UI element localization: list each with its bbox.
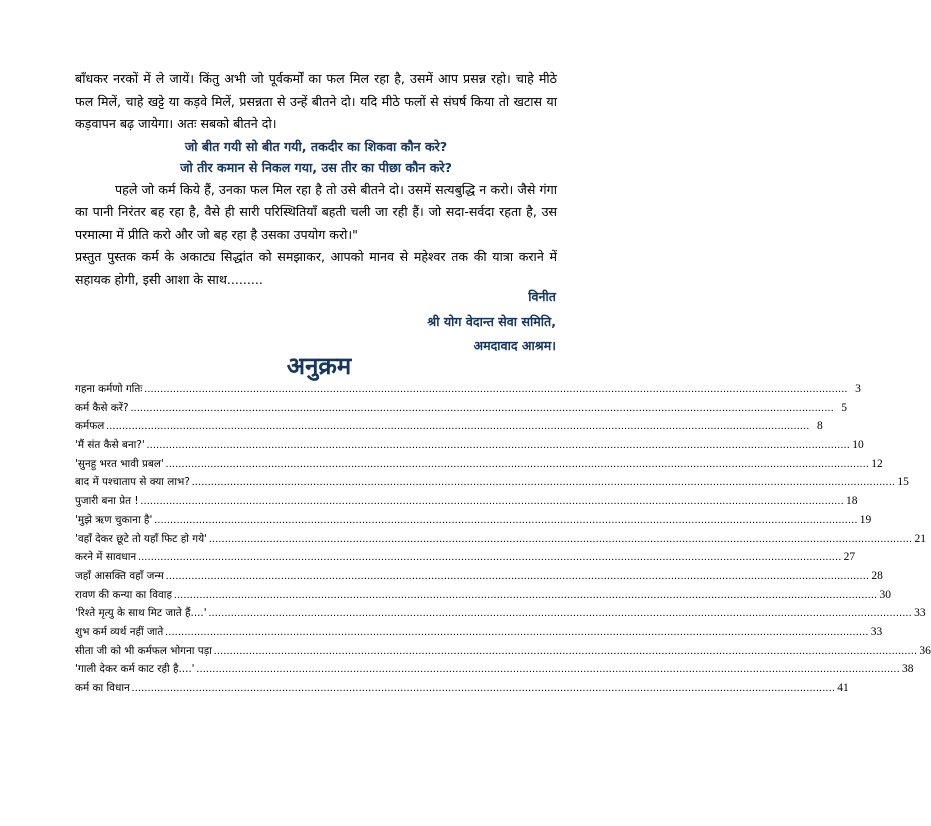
toc-entry[interactable] <box>75 623 883 642</box>
toc-entry[interactable] <box>75 492 858 511</box>
toc-entry-page: 41 <box>837 682 849 694</box>
toc-leader-dots: ............................................................................................................................................................................................................................ <box>165 458 870 470</box>
toc-leader-dots: ............................................................................................................................................................................................................................ <box>140 496 845 508</box>
toc-leader-dots: ............................................................................................................................................................................................................................ <box>165 570 870 582</box>
table-of-contents <box>75 380 931 698</box>
toc-entry-page: 8 <box>816 420 823 433</box>
toc-entry-label: गहना कर्मणो गतिः <box>75 383 143 395</box>
toc-entry-label: कर्म का विधान <box>75 682 130 694</box>
toc-leader-dots: ............................................................................................................................................................................................................................ <box>154 514 858 526</box>
toc-entry[interactable] <box>75 455 883 474</box>
toc-entry-page: 30 <box>879 588 891 601</box>
toc-entry-label: 'मैं संत कैसे बना?' <box>75 439 145 452</box>
toc-entry[interactable] <box>75 417 823 436</box>
body-text <box>75 68 557 291</box>
signature-block <box>427 285 556 359</box>
toc-entry[interactable] <box>75 679 849 698</box>
toc-entry-label: कर्मफल <box>75 420 105 433</box>
toc-leader-dots: ............................................................................................................................................................................................................................ <box>144 384 848 395</box>
toc-entry[interactable] <box>75 473 909 492</box>
toc-entry-label: 'रिश्ते मृत्यु के साथ मिट जाते हैं....' <box>75 607 207 620</box>
toc-entry-page: 27 <box>843 551 856 564</box>
toc-entry-page: 18 <box>846 495 858 508</box>
toc-entry-page: 15 <box>897 476 909 489</box>
toc-leader-dots: ............................................................................................................................................................................................................................ <box>196 664 901 676</box>
toc-entry-page: 12 <box>871 457 883 470</box>
paragraph-3: प्रस्तुत पुस्तक कर्म के अकाट्य सिद्धांत को समझाकर, आपको मानव से महेश्वर तक की यात्रा कराने में सहायक होगी, इसी आशा के साथ......... <box>75 249 557 287</box>
toc-entry-page: 28 <box>871 569 883 582</box>
toc-entry[interactable] <box>75 436 864 455</box>
toc-entry[interactable] <box>75 548 856 567</box>
toc-entry-label: पुजारी बना प्रेत ! <box>75 495 139 508</box>
toc-leader-dots: ............................................................................................................................................................................................................................ <box>208 533 913 545</box>
toc-entry[interactable] <box>75 399 848 418</box>
toc-leader-dots: ............................................................................................................................................................................................................................ <box>130 402 835 414</box>
toc-entry-page: 3 <box>855 383 861 395</box>
toc-entry-page: 33 <box>870 625 883 638</box>
toc-leader-dots: ............................................................................................................................................................................................................................ <box>191 477 896 489</box>
toc-entry-label: 'मुझे ऋण चुकाना है' <box>75 513 153 526</box>
couplet-line-1: जो बीत गयी सो बीत गयी, तकदीर का शिकवा कौन करे? <box>184 138 448 154</box>
toc-leader-dots: ............................................................................................................................................................................................................................ <box>208 608 913 620</box>
toc-entry-label: 'सुनहु भरत भावी प्रबल' <box>75 457 164 470</box>
toc-entry[interactable] <box>75 380 861 399</box>
toc-entry[interactable] <box>75 511 872 530</box>
toc-leader-dots: ............................................................................................................................................................................................................................ <box>131 683 836 694</box>
signature-vinit: विनीत <box>528 289 556 304</box>
toc-entry-page: 38 <box>902 663 914 676</box>
toc-leader-dots: ............................................................................................................................................................................................................................ <box>106 421 810 433</box>
signature-ashram: अमदावाद आश्रम। <box>473 338 556 353</box>
toc-entry-label: बाद में पश्चाताप से क्या लाभ? <box>75 476 190 489</box>
toc-entry-page: 10 <box>852 439 864 452</box>
toc-entry-label: रावण की कन्या का विवाह <box>75 588 173 601</box>
toc-title: अनुक्रम <box>286 352 352 380</box>
paragraph-2: पहले जो कर्म किये हैं, उनका फल मिल रहा है तो उसे बीतने दो। उसमें सत्यबुद्धि न करो। जैसे गंगा का पानी निरंतर बह रहा है, वैसे ही सारी परिस्थितियाँ बहती चली जा रही हैं। जो सदा-सर्वदा रहता है, उस परमात्मा में प्रीति करो और जो बह रहा है उसका उपयोग करो।" <box>75 181 557 242</box>
couplet-line-2: जो तीर कमान से निकल गया, उस तीर का पीछा कौन करे? <box>180 160 452 175</box>
toc-entry-label: शुभ कर्म व्यर्थ नहीं जाते <box>75 625 164 638</box>
signature-samiti: श्री योग वेदान्त सेवा समिति, <box>427 313 556 329</box>
toc-entry[interactable] <box>75 604 926 623</box>
toc-leader-dots: ............................................................................................................................................................................................................................ <box>146 440 851 452</box>
toc-leader-dots: ............................................................................................................................................................................................................................ <box>138 552 842 564</box>
toc-entry-page: 21 <box>914 532 926 545</box>
toc-entry-label: करने में सावधान <box>75 551 137 564</box>
toc-entry[interactable] <box>75 660 914 679</box>
toc-entry-label: 'गाली देकर कर्म काट रही है....' <box>75 663 195 676</box>
toc-entry[interactable] <box>75 530 926 549</box>
toc-entry[interactable] <box>75 567 883 586</box>
paragraph-1: बाँधकर नरकों में ले जायें। किंतु अभी जो पूर्वकर्मों का फल मिल रहा है, उसमें आप प्रसन्न रहो। चाहे मीठे फल मिलें, चाहे खट्टे या कड़वे मिलें, प्रसन्नता से उन्हें बीतने दो। यदि मीठे फलों से संघर्ष किया तो खटास या कड़वापन बढ़ जायेगा। अतः सबको बीतने दो। <box>75 71 557 131</box>
toc-entry-page: 5 <box>841 401 848 414</box>
toc-entry-label: कर्म कैसे करें? <box>75 401 129 414</box>
toc-leader-dots: ............................................................................................................................................................................................................................ <box>174 589 878 601</box>
toc-entry[interactable] <box>75 642 931 661</box>
toc-leader-dots: ............................................................................................................................................................................................................................ <box>213 645 918 657</box>
toc-entry[interactable] <box>75 586 891 605</box>
toc-entry-page: 33 <box>914 607 926 620</box>
toc-entry-label: सीता जी को भी कर्मफल भोगना पड़ा <box>75 644 212 657</box>
toc-entry-page: 19 <box>859 513 872 526</box>
toc-entry-label: जहाँ आसक्ति वहाँ जन्म <box>75 569 164 582</box>
toc-entry-page: 36 <box>919 644 931 657</box>
toc-entry-label: 'वहाँ देकर छूटे तो यहाँ फिट हो गये' <box>75 532 207 545</box>
toc-leader-dots: ............................................................................................................................................................................................................................ <box>165 626 869 638</box>
